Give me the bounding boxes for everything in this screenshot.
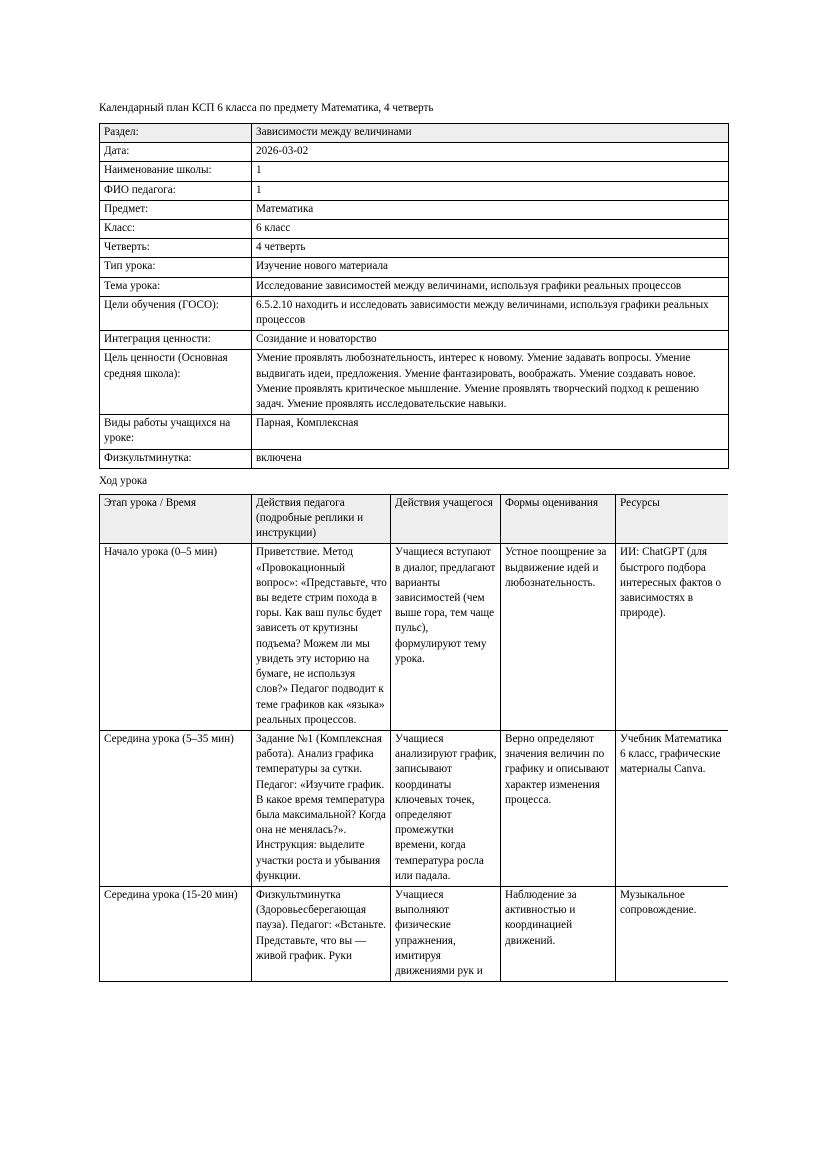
document-content	[99, 100, 728, 1067]
table-row	[100, 181, 729, 200]
assessment-cell: Верно определяют значения величин по графику и описывают характер изменения процесса.	[501, 730, 616, 886]
teacher-actions-cell: Физкультминутка (Здоровьесберегающая пауза). Педагог: «Встаньте. Представьте, что вы — живой график. Руки	[252, 886, 391, 981]
table-row	[100, 143, 729, 162]
info-value-cell: Умение проявлять любознательность, интерес к новому. Умение задавать вопросы. Умение выдвигать идеи, предложения. Умение фантазировать, воображать. Умение создавать новое. Умение проявлять критическое мышление. Умение проявлять творческий подход к решению задач. Умение проявлять исследовательские навыки.	[252, 350, 729, 415]
table-row	[100, 277, 729, 296]
table-row	[100, 886, 729, 981]
lesson-info-table	[99, 123, 729, 469]
resources-cell: ИИ: ChatGPT (для быстрого подбора интересных фактов о зависимостях в природе).	[616, 544, 729, 730]
lesson-flow-label: Ход урока	[99, 474, 148, 487]
table-row	[100, 415, 729, 449]
info-label-cell: Виды работы учащихся на уроке:	[100, 415, 252, 449]
info-value-cell: Математика	[252, 200, 729, 219]
column-header: Действия педагога (подробные реплики и инструкции)	[252, 494, 391, 544]
page-title: Календарный план КСП 6 класса по предмету Математика, 4 четверть	[99, 102, 434, 114]
column-header: Действия учащегося	[391, 494, 501, 544]
lesson-flow-clip	[99, 494, 728, 1067]
info-value-cell: 1	[252, 162, 729, 181]
table-row	[100, 544, 729, 730]
table-row	[100, 296, 729, 330]
lesson-flow-table	[99, 494, 728, 982]
stage-cell: Середина урока (5–35 мин)	[100, 730, 252, 886]
table-row	[100, 124, 729, 143]
info-label-cell: ФИО педагога:	[100, 181, 252, 200]
info-label-cell: Наименование школы:	[100, 162, 252, 181]
info-value-cell: 6.5.2.10 находить и исследовать зависимости между величинами, используя графики реальных процессов	[252, 296, 729, 330]
info-value-cell: включена	[252, 449, 729, 468]
teacher-actions-cell: Задание №1 (Комплексная работа). Анализ графика температуры за сутки. Педагог: «Изучите график. В какое время температура была максимальной? Когда она не менялась?». Инструкция: выделите участки роста и убывания функции.	[252, 730, 391, 886]
stage-cell: Начало урока (0–5 мин)	[100, 544, 252, 730]
info-value-cell: Исследование зависимостей между величинами, используя графики реальных процессов	[252, 277, 729, 296]
table-row	[100, 730, 729, 886]
resources-cell: Учебник Математика 6 класс, графические материалы Canva.	[616, 730, 729, 886]
info-value-cell: Изучение нового материала	[252, 258, 729, 277]
column-header: Ресурсы	[616, 494, 729, 544]
student-actions-cell: Учащиеся анализируют график, записывают координаты ключевых точек, определяют промежутки времени, когда температура росла или падала.	[391, 730, 501, 886]
table-header-row	[100, 494, 729, 544]
table-row	[100, 239, 729, 258]
stage-cell: Середина урока (15-20 мин)	[100, 886, 252, 981]
info-value-cell: Зависимости между величинами	[252, 124, 729, 143]
table-row	[100, 220, 729, 239]
table-row	[100, 449, 729, 468]
info-label-cell: Тема урока:	[100, 277, 252, 296]
info-value-cell: 6 класс	[252, 220, 729, 239]
info-label-cell: Цели обучения (ГОСО):	[100, 296, 252, 330]
info-label-cell: Цель ценности (Основная средняя школа):	[100, 350, 252, 415]
info-value-cell: 2026-03-02	[252, 143, 729, 162]
info-label-cell: Раздел:	[100, 124, 252, 143]
resources-cell: Музыкальное сопровождение.	[616, 886, 729, 981]
teacher-actions-cell: Приветствие. Метод «Провокационный вопрос»: «Представьте, что вы ведете стрим похода в горы. Как ваш пульс будет зависеть от крутизны подъема? Можем ли мы увидеть эту историю на бумаге, не используя слов?» Педагог подводит к теме графиков как «языка» реальных процессов.	[252, 544, 391, 730]
info-label-cell: Четверть:	[100, 239, 252, 258]
info-value-cell: 1	[252, 181, 729, 200]
table-row	[100, 331, 729, 350]
table-row	[100, 258, 729, 277]
info-label-cell: Тип урока:	[100, 258, 252, 277]
table-row	[100, 162, 729, 181]
assessment-cell: Наблюдение за активностью и координацией движений.	[501, 886, 616, 981]
assessment-cell: Устное поощрение за выдвижение идей и любознательность.	[501, 544, 616, 730]
column-header: Этап урока / Время	[100, 494, 252, 544]
column-header: Формы оценивания	[501, 494, 616, 544]
info-label-cell: Физкультминутка:	[100, 449, 252, 468]
student-actions-cell: Учащиеся вступают в диалог, предлагают варианты зависимостей (чем выше гора, тем чаще пульс), формулируют тему урока.	[391, 544, 501, 730]
info-label-cell: Класс:	[100, 220, 252, 239]
info-value-cell: Созидание и новаторство	[252, 331, 729, 350]
info-value-cell: Парная, Комплексная	[252, 415, 729, 449]
info-value-cell: 4 четверть	[252, 239, 729, 258]
info-label-cell: Предмет:	[100, 200, 252, 219]
table-row	[100, 350, 729, 415]
info-label-cell: Дата:	[100, 143, 252, 162]
table-row	[100, 200, 729, 219]
student-actions-cell: Учащиеся выполняют физические упражнения, имитируя движениями рук и	[391, 886, 501, 981]
info-label-cell: Интеграция ценности:	[100, 331, 252, 350]
